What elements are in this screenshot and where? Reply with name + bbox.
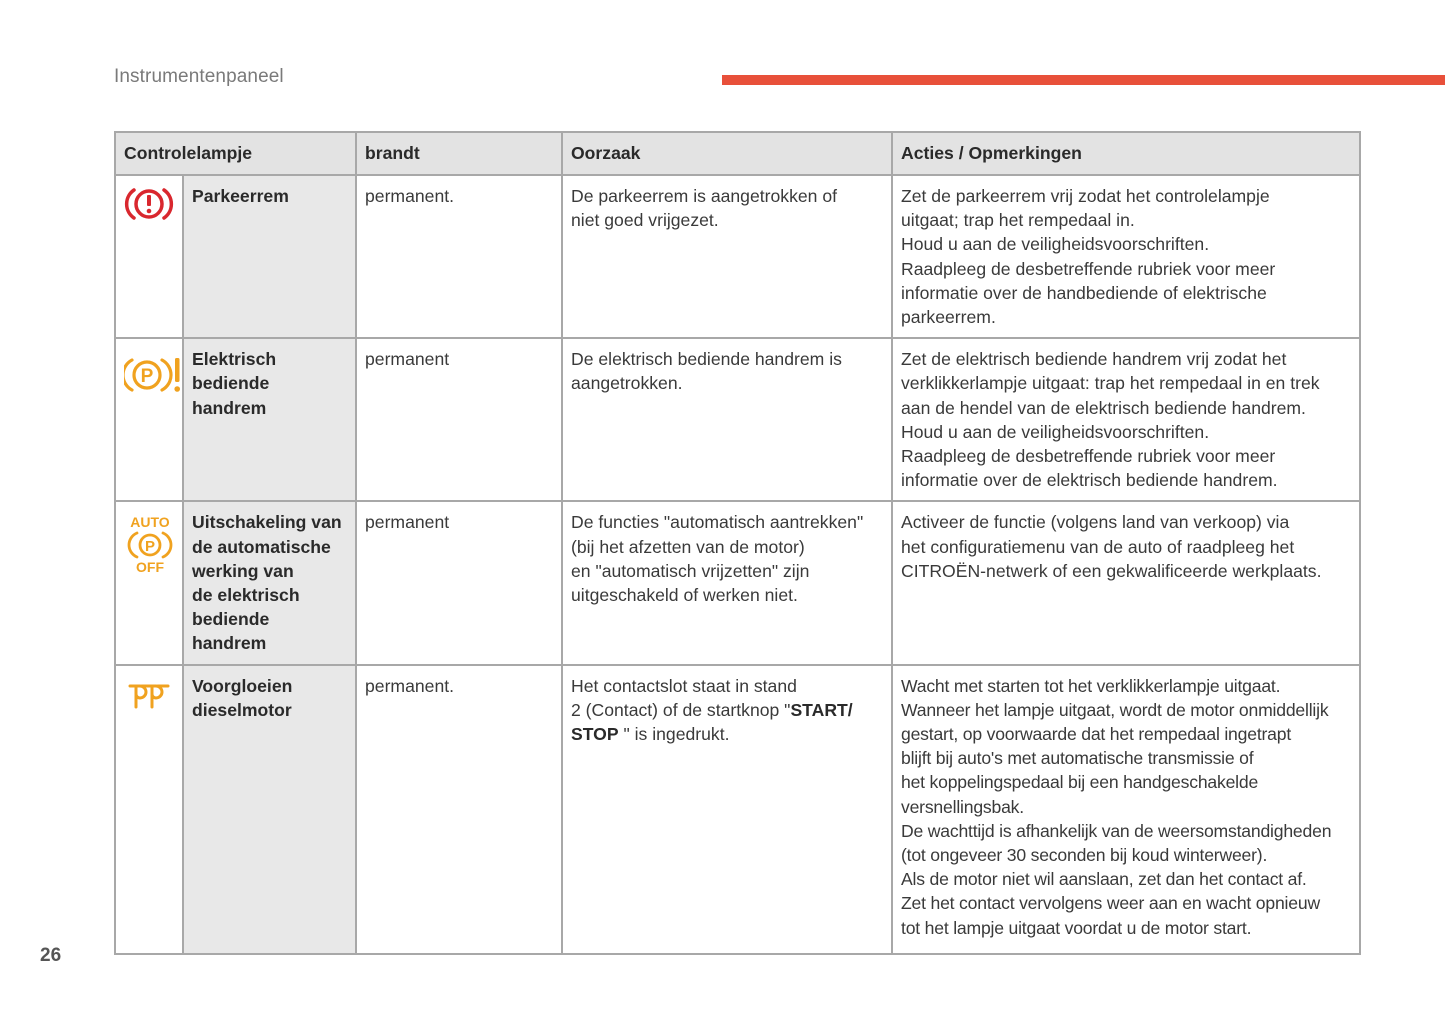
table-row [115,501,1360,664]
auto-parking-brake-off-icon [124,514,176,574]
lamp-name-cell: Elektrisch bediende handrem [183,338,356,501]
parking-brake-warning-icon [124,184,174,224]
auto-label: AUTO [130,514,170,531]
electric-parking-brake-fault-icon [124,355,186,395]
start-label: START/ [790,699,853,720]
action-cell: Zet de elektrisch bediende handrem vrij zodat het verklikkerlampje uitgaat: trap het rempedaal in en trek aan de hendel van de elektrisch bediende handrem. Houd u aan de veiligheidsvoorschriften. Raadpleeg de desbetreffende rubriek voor meer informatie over de elektrisch bediende handrem. [892,338,1360,501]
table-row [115,175,1360,338]
action-cell: Wacht met starten tot het verklikkerlampje uitgaat. Wanneer het lampje uitgaat, wordt de motor onmiddellijk gestart, op voorwaarde dat het rempedaal ingetrapt blijft bij auto's met automatische transmissie of het koppelingspedaal bij een handgeschakelde versnellingsbak. De wachttijd is afhankelijk van de weersomstandigheden (tot ongeveer 30 seconden bij koud winterweer). Als de motor niet wil aanslaan, zet dan het contact af. Zet het contact vervolgens weer aan en wacht opnieuw tot het lampje uitgaat voordat u de motor start. [892,665,1360,954]
lamp-icon-cell [115,501,183,664]
cause-cell: Het contactslot staat in stand 2 (Contact) of de startknop "START/ STOP " is ingedrukt. [562,665,892,954]
cause-cell: De elektrisch bediende handrem is aangetrokken. [562,338,892,501]
svg-text:P: P [140,366,154,388]
glow-plug-icon [126,680,172,710]
header-accent-bar [722,75,1445,85]
cause-cell: De functies "automatisch aantrekken" (bij het afzetten van de motor) en "automatisch vrijzetten" zijn uitgeschakeld of werken niet. [562,501,892,664]
state-cell: permanent [356,338,562,501]
lamp-icon-cell [115,175,183,338]
cause-cell: De parkeerrem is aangetrokken of niet goed vrijgezet. [562,175,892,338]
column-header-state: brandt [356,132,562,175]
table-header-row [115,132,1360,175]
lamp-icon-cell [115,665,183,954]
action-cell: Activeer de functie (volgens land van verkoop) via het configuratiemenu van de auto of raadpleeg het CITROËN-netwerk of een gekwalificeerde werkplaats. [892,501,1360,664]
action-cell: Zet de parkeerrem vrij zodat het controlelampje uitgaat; trap het rempedaal in. Houd u aan de veiligheidsvoorschriften. Raadpleeg de desbetreffende rubriek voor meer informatie over de handbediende of elektrische parkeerrem. [892,175,1360,338]
lamp-name-cell: Uitschakeling van de automatische werking van de elektrisch bediende handrem [183,501,356,664]
table-row [115,665,1360,954]
lamp-name-cell: Voorgloeien dieselmotor [183,665,356,954]
lamp-icon-cell [115,338,183,501]
lamp-name-cell: Parkeerrem [183,175,356,338]
state-cell: permanent. [356,175,562,338]
p-label: P [144,538,156,556]
off-label: OFF [136,559,164,575]
page-number: 26 [40,945,62,966]
stop-label: STOP [571,724,619,745]
warning-lights-table [114,131,1361,955]
section-title: Instrumentenpaneel [114,66,284,87]
column-header-cause: Oorzaak [562,132,892,175]
state-cell: permanent. [356,665,562,954]
table-row [115,338,1360,501]
state-cell: permanent [356,501,562,664]
column-header-actions: Acties / Opmerkingen [892,132,1360,175]
column-header-lamp: Controlelampje [115,132,356,175]
